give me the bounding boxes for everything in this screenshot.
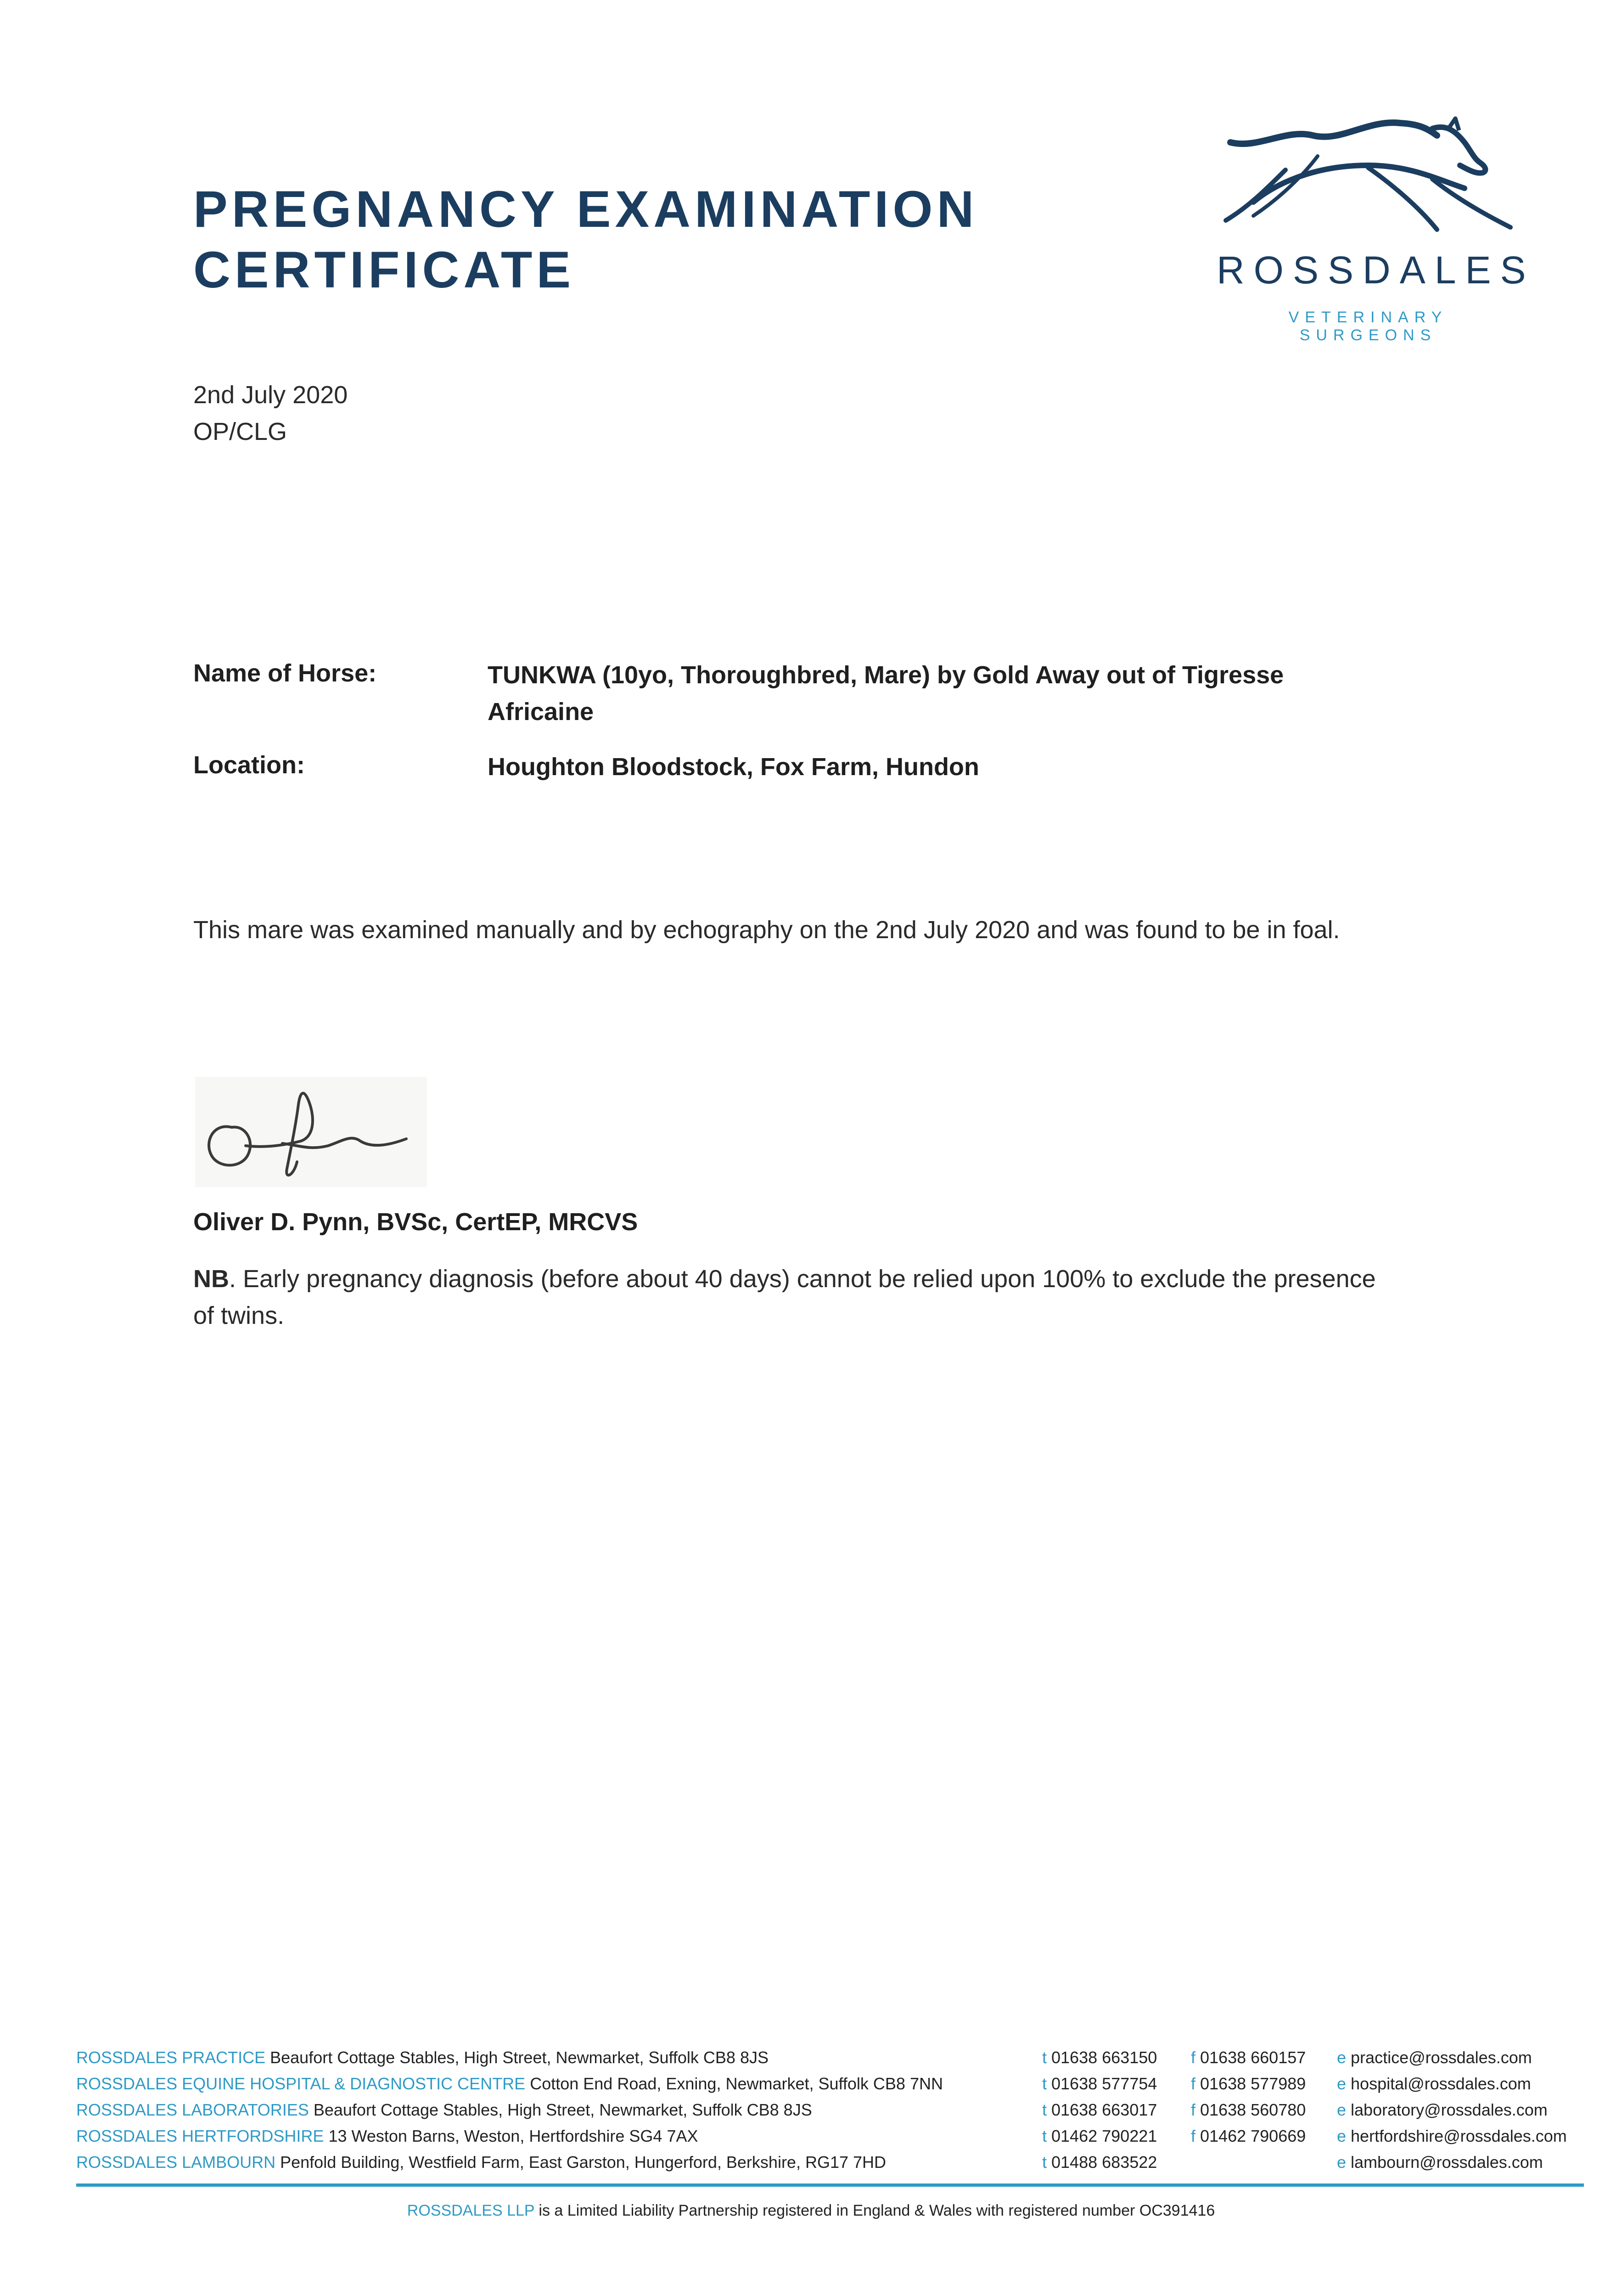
letter-date: 2nd July 2020 (193, 381, 348, 409)
footer-laboratories-phone: 01638 663017 (1051, 2100, 1157, 2119)
footer-hertfordshire-address: 13 Weston Barns, Weston, Hertfordshire SG4 7AX (324, 2127, 698, 2145)
footer-practice-address: Beaufort Cottage Stables, High Street, Newmarket, Suffolk CB8 8JS (265, 2048, 769, 2067)
footer-hospital-email: hospital@rossdales.com (1351, 2074, 1531, 2093)
footer-row-practice: ROSSDALES PRACTICE Beaufort Cottage Stables, High Street, Newmarket, Suffolk CB8 8JS t 01638 663150 f 01638 660157 e practice@rossdales.com (76, 2048, 1532, 2067)
horse-label: Name of Horse: (193, 659, 377, 687)
horse-logo-icon (1217, 110, 1520, 248)
footer-hertfordshire-fax: 01462 790669 (1200, 2127, 1306, 2145)
location-value: Houghton Bloodstock, Fox Farm, Hundon (488, 753, 979, 781)
footer-laboratories-address: Beaufort Cottage Stables, High Street, Newmarket, Suffolk CB8 8JS (309, 2100, 812, 2119)
letter-meta (193, 377, 348, 450)
signer-name: Oliver D. Pynn, BVSc, CertEP, MRCVS (193, 1208, 638, 1236)
footer-practice-fax: 01638 660157 (1200, 2048, 1306, 2067)
brand-subtitle: VETERINARY SURGEONS (1288, 309, 1448, 344)
nb-text: . Early pregnancy diagnosis (before about 40 days) cannot be relied upon 100% to exclude the presence of twins. (193, 1265, 1376, 1329)
footer-hospital-fax: 01638 577989 (1200, 2074, 1306, 2093)
footer-laboratories-email: laboratory@rossdales.com (1351, 2100, 1548, 2119)
footer-hertfordshire-email: hertfordshire@rossdales.com (1351, 2127, 1567, 2145)
legal-text: is a Limited Liability Partnership registered in England & Wales with registered number OC391416 (534, 2202, 1215, 2219)
location-label: Location: (193, 751, 305, 779)
footer-practice-phone: 01638 663150 (1051, 2048, 1157, 2067)
rossdales-logo (1217, 110, 1535, 344)
nb-prefix: NB (193, 1265, 229, 1293)
footer-hospital-name: ROSSDALES EQUINE HOSPITAL & DIAGNOSTIC CENTRE (76, 2074, 526, 2093)
footer-lambourn-address: Penfold Building, Westfield Farm, East Garston, Hungerford, Berkshire, RG17 7HD (275, 2153, 887, 2172)
handwritten-signature (195, 1077, 427, 1187)
letter-reference: OP/CLG (193, 418, 287, 445)
footer-lambourn-name: ROSSDALES LAMBOURN (76, 2153, 276, 2172)
legal-company-name: ROSSDALES LLP (407, 2202, 534, 2219)
footer-hertfordshire-phone: 01462 790221 (1051, 2127, 1157, 2145)
footer-hospital-address: Cotton End Road, Exning, Newmarket, Suffolk CB8 7NN (525, 2074, 943, 2093)
footer-hospital-phone: 01638 577754 (1051, 2074, 1157, 2093)
footer-divider (76, 2183, 1584, 2187)
footer-practice-name: ROSSDALES PRACTICE (76, 2048, 266, 2067)
footer-row-laboratories: ROSSDALES LABORATORIES Beaufort Cottage Stables, High Street, Newmarket, Suffolk CB8 8JS t 01638 663017 f 01638 560780 e laboratory@rossdales.com (76, 2100, 1548, 2119)
certificate-title (193, 179, 978, 300)
footer-laboratories-fax: 01638 560780 (1200, 2100, 1306, 2119)
footer-lambourn-email: lambourn@rossdales.com (1351, 2153, 1543, 2172)
examination-statement: This mare was examined manually and by echography on the 2nd July 2020 and was found to be in foal. (193, 916, 1340, 944)
footer-laboratories-name: ROSSDALES LABORATORIES (76, 2100, 309, 2119)
footer-row-hospital: ROSSDALES EQUINE HOSPITAL & DIAGNOSTIC CENTRE Cotton End Road, Exning, Newmarket, Suffolk CB8 7NN t 01638 577754 f 01638 577989 e hospital@rossdales.com (76, 2074, 1531, 2093)
title-line-2: CERTIFICATE (193, 241, 575, 298)
title-line-1: PREGNANCY EXAMINATION (193, 180, 978, 238)
legal-notice (0, 2202, 1622, 2220)
horse-value: TUNKWA (10yo, Thoroughbred, Mare) by Gold Away out of Tigresse Africaine (488, 661, 1284, 726)
footer-practice-email: practice@rossdales.com (1351, 2048, 1532, 2067)
signature-image (195, 1077, 427, 1187)
footer-hertfordshire-name: ROSSDALES HERTFORDSHIRE (76, 2127, 324, 2145)
footer-contacts (76, 2048, 1582, 2179)
nb-note (193, 1261, 1387, 1334)
footer-lambourn-phone: 01488 683522 (1051, 2153, 1157, 2172)
brand-name: ROSSDALES (1217, 248, 1535, 292)
footer-row-hertfordshire: ROSSDALES HERTFORDSHIRE 13 Weston Barns, Weston, Hertfordshire SG4 7AX t 01462 790221 f 01462 790669 e hertfordshire@rossdales.com (76, 2127, 1567, 2145)
footer-row-lambourn: ROSSDALES LAMBOURN Penfold Building, Westfield Farm, East Garston, Hungerford, Berkshire, RG17 7HD t 01488 683522 e lambourn@rossdales.com (76, 2153, 1543, 2172)
